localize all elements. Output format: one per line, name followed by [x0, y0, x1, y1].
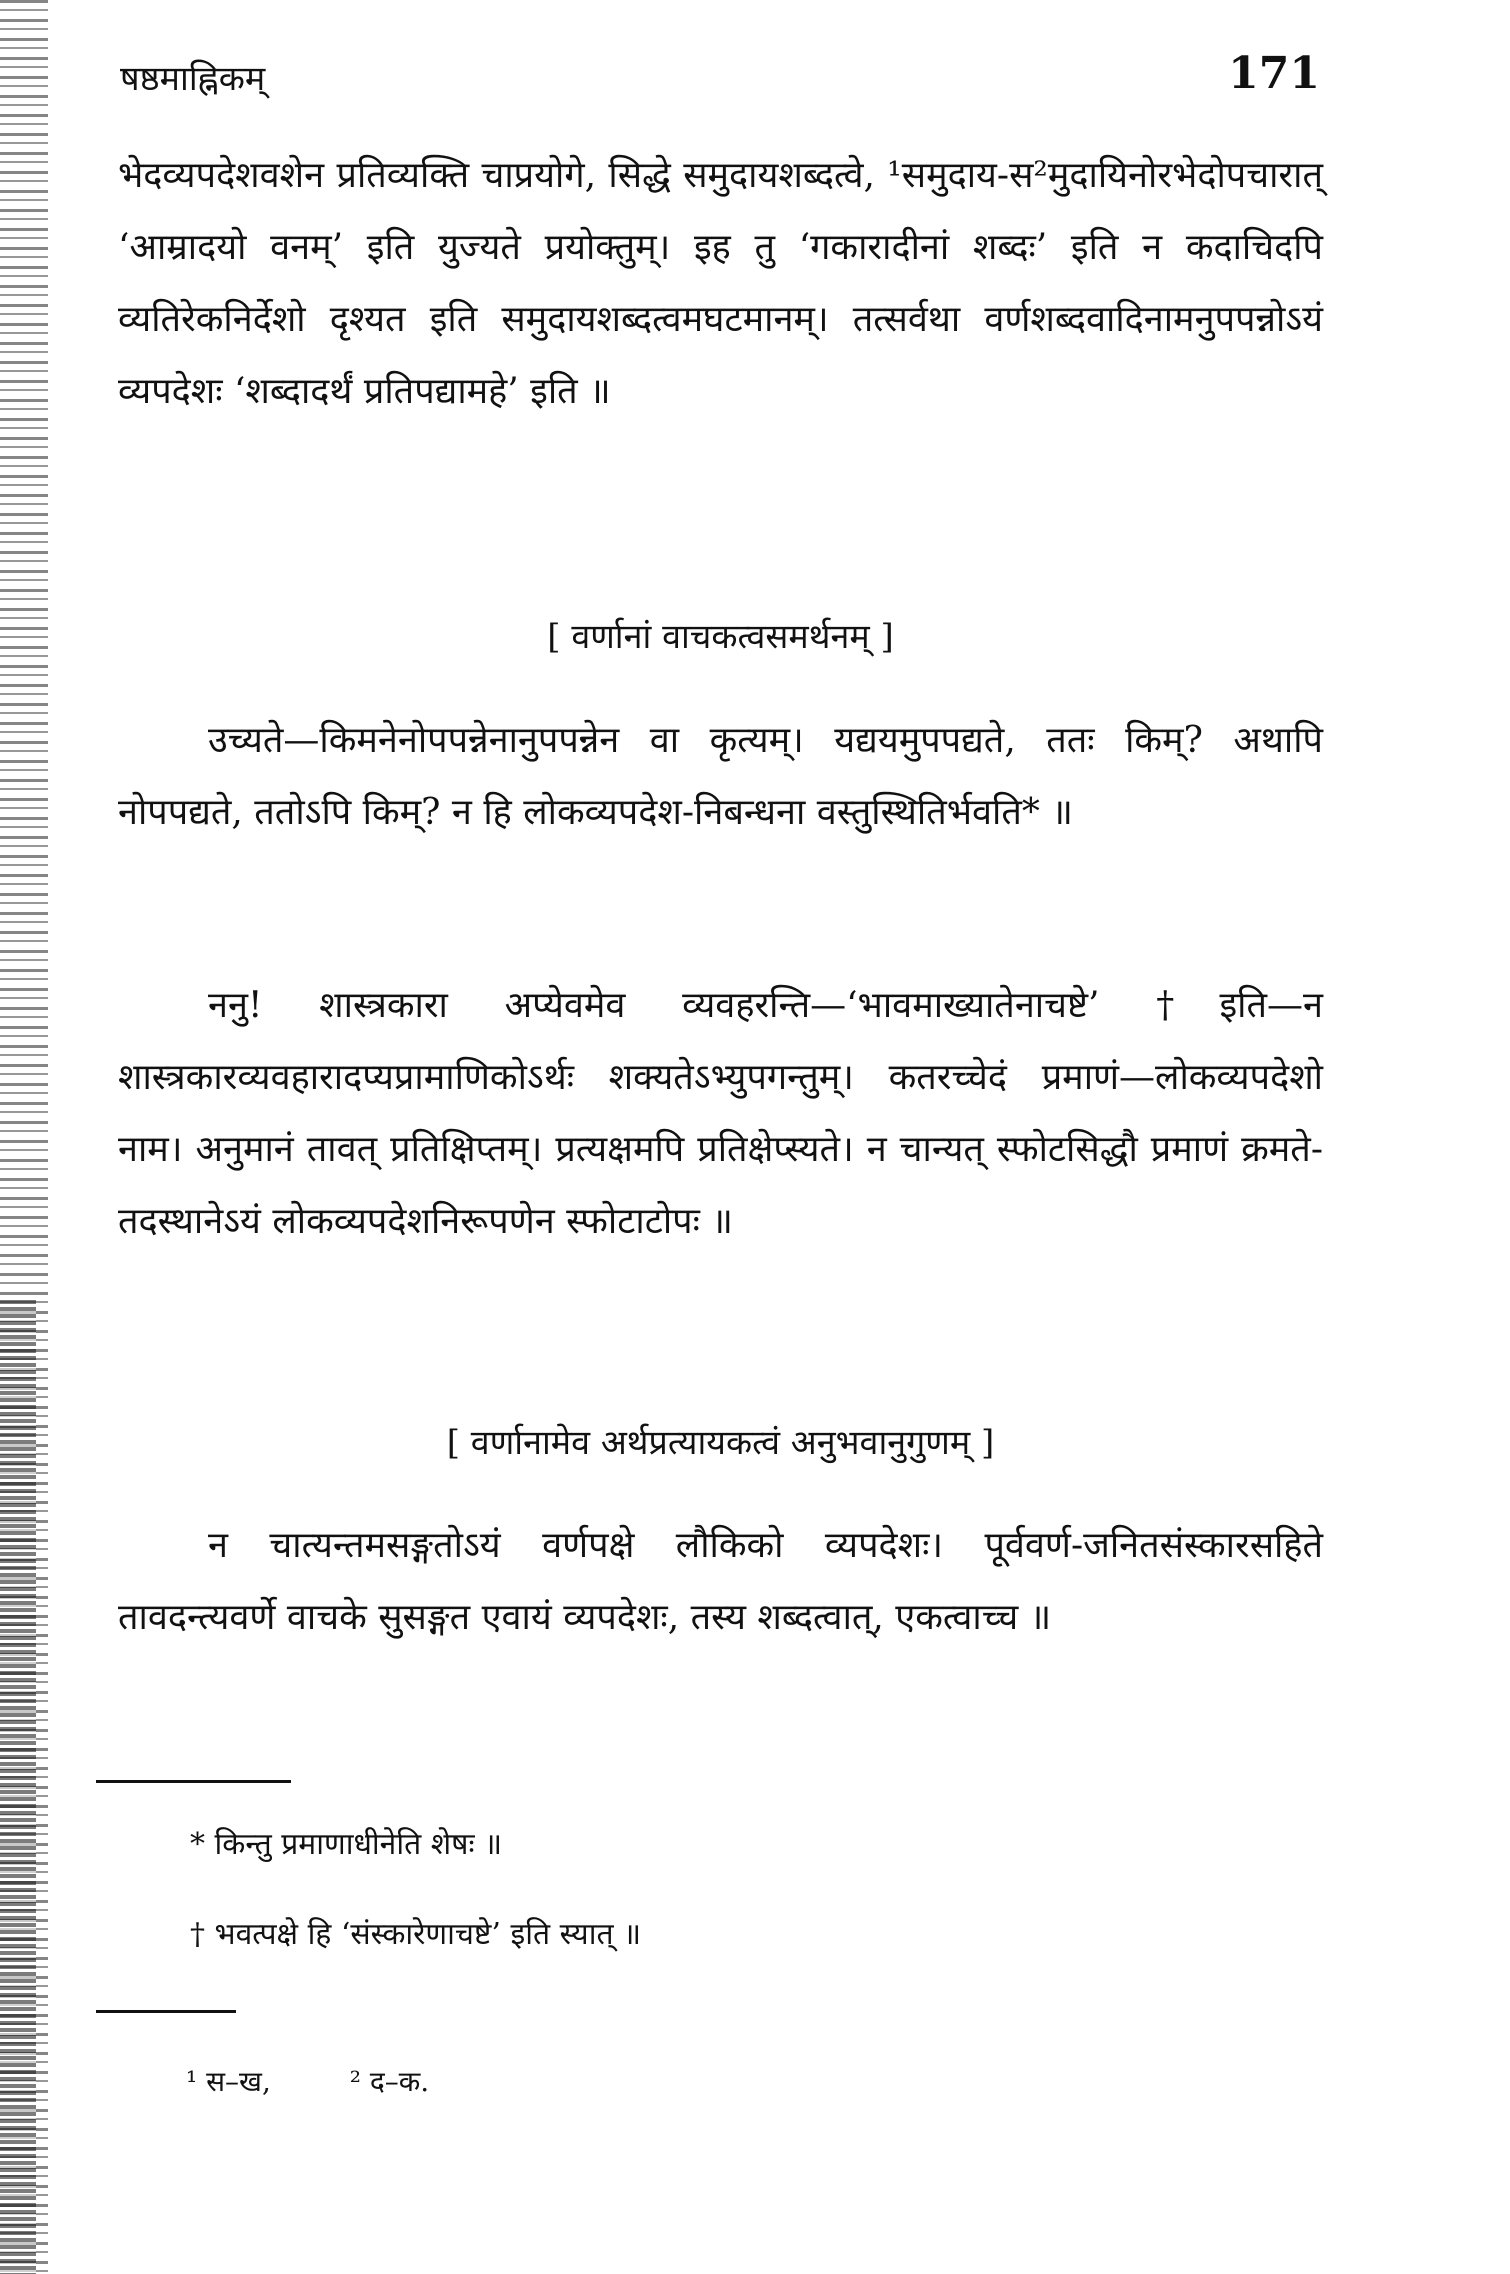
page-number: 171 [1228, 48, 1320, 99]
variant-reading-2: ² द–क. [349, 2065, 430, 2098]
variant-reading-1: ¹ स–ख, [186, 2065, 271, 2098]
variants-separator [96, 2010, 236, 2013]
section-heading-2: [ वर्णानामेव अर्थप्रत्यायकत्वं अनुभवानुगुणम् ] [446, 1423, 995, 1463]
variant-readings [186, 2062, 499, 2100]
paragraph-4: न चात्यन्तमसङ्गतोऽयं वर्णपक्षे लौकिको व्यपदेशः। पूर्ववर्ण-जनितसंस्कारसहिते तावदन्त्यवर्णे वाचके सुसङ्गत एवायं व्यपदेशः, तस्य शब्दत्वात्, एकत्वाच्च ॥ [118, 1525, 1323, 1638]
footnote-2: † भवत्पक्षे हि ‘संस्कारेणाचष्टे’ इति स्यात् ॥ [190, 1917, 642, 1952]
page-header [120, 48, 1320, 128]
scan-edge-shadow-lower [0, 1300, 36, 2274]
running-head: षष्ठमाह्निकम् [120, 59, 266, 99]
footnote-1: * किन्तु प्रमाणाधीनेति शेषः ॥ [190, 1827, 503, 1862]
paragraph-3: ननु! शास्त्रकारा अप्येवमेव व्यवहरन्ति—‘भावमाख्यातेनाचष्टे’ †इति—न शास्त्रकारव्यवहारादप्यप्रामाणिकोऽर्थः शक्यतेऽभ्युपगन्तुम्। कतरच्चेदं प्रमाणं—लोकव्यपदेशो नाम। अनुमानं तावत् प्रतिक्षिप्तम्। प्रत्यक्षमपि प्रतिक्षेप्स्यते। न चान्यत् स्फोटसिद्धौ प्रमाणं क्रमते-तदस्थानेऽयं लोकव्यपदेशनिरूपणेन स्फोटाटोपः ॥ [118, 985, 1323, 1242]
paragraph-2: उच्यते—किमनेनोपपन्नेनानुपपन्नेन वा कृत्यम्। यद्ययमुपपद्यते, ततः किम्? अथापि नोपपद्यते, ततोऽपि किम्? न हि लोकव्यपदेश-निबन्धना वस्तुस्थितिर्भवति* ॥ [118, 720, 1323, 833]
footnote-separator [96, 1780, 291, 1783]
paragraph-1: भेदव्यपदेशवशेन प्रतिव्यक्ति चाप्रयोगे, सिद्धे समुदायशब्दत्वे, ¹समुदाय-स²मुदायिनोरभेदोपचारात् ‘आम्रादयो वनम्’ इति युज्यते प्रयोक्तुम्। इह तु ‘गकारादीनां शब्दः’ इति न कदाचिदपि व्यतिरेकनिर्देशो दृश्यत इति समुदायशब्दत्वमघटमानम्। तत्सर्वथा वर्णशब्दवादिनामनुपपन्नोऽयं व्यपदेशः ‘शब्दादर्थं प्रतिपद्यामहे’ इति ॥ [118, 155, 1323, 412]
section-heading-1: [ वर्णानां वाचकत्वसमर्थनम् ] [547, 617, 894, 657]
